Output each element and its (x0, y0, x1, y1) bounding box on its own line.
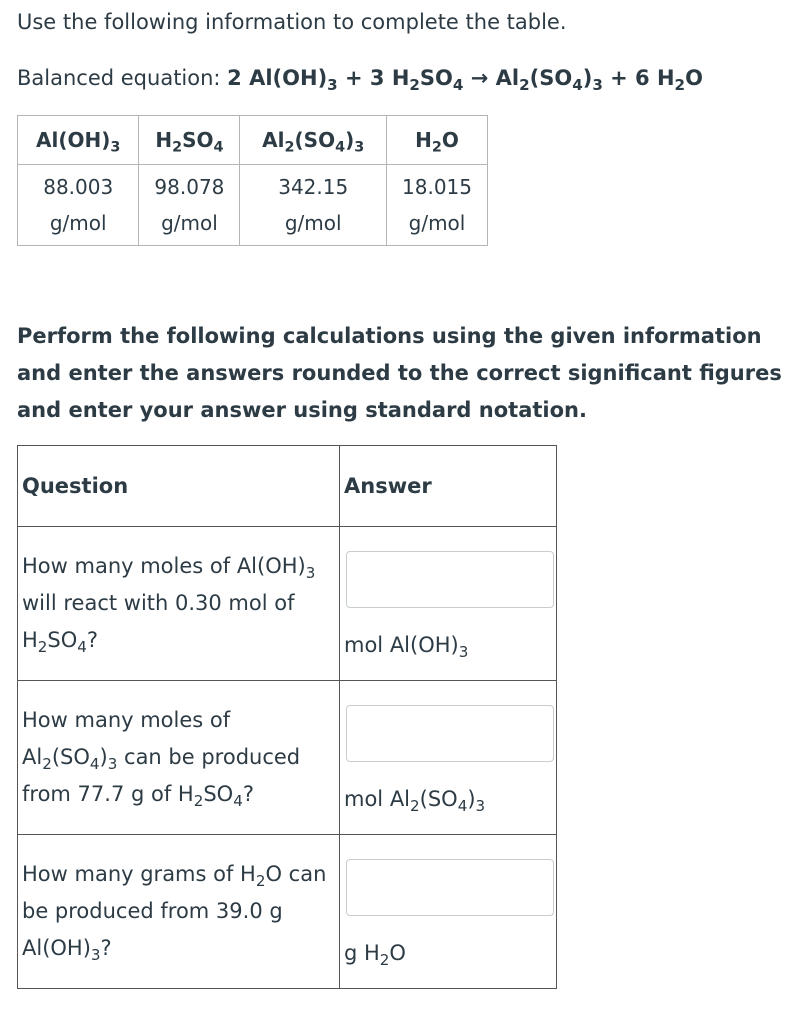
balanced-equation (17, 66, 703, 94)
answer-input-2[interactable] (346, 705, 554, 762)
answer-unit-3: g $H_2O$ (344, 940, 406, 969)
question-header: Question (18, 446, 340, 527)
molar-mass-aloh3: 88.003 g/mol (18, 165, 139, 246)
equation-label: Balanced equation: (17, 66, 228, 90)
question-row-2 (18, 681, 557, 835)
answer-unit-1: mol $Al(OH)_3$ (344, 632, 469, 661)
header-aloh3: $Al(OH)_3$ (18, 116, 139, 165)
molar-mass-al2so43: 342.15 g/mol (240, 165, 387, 246)
molar-mass-h2so4: 98.078 g/mol (139, 165, 240, 246)
answer-input-1[interactable] (346, 551, 554, 608)
molar-header-row (18, 116, 488, 165)
answer-unit-2: mol $Al_2(SO_4)_3$ (344, 786, 486, 815)
molar-mass-h2o: 18.015 g/mol (387, 165, 488, 246)
equation-formula: 2 $Al(OH)_3 + 3$ $H_2SO_4 \to Al_2(SO_4)_3 + 6$ $H_2O$ (227, 66, 703, 94)
header-h2so4: $H_2SO_4$ (139, 116, 240, 165)
answer-cell-2 (340, 681, 557, 835)
intro-text: Use the following information to complete the table. (17, 10, 567, 34)
answer-input-3[interactable] (346, 859, 554, 916)
question-1-text: How many moles of $Al(OH)_3$ will react with 0.30 mol of $H_2SO_4$? (18, 527, 340, 681)
question-row-3 (18, 835, 557, 989)
answer-header: Answer (340, 446, 557, 527)
header-al2so43: $Al_2(SO_4)_3$ (240, 116, 387, 165)
instructions-text: Perform the following calculations using the given information and enter the answers rounded to the correct significant figures and enter your answer using standard notation. (17, 324, 782, 422)
question-answer-table (17, 445, 557, 989)
answer-cell-3 (340, 835, 557, 989)
question-3-text: How many grams of $H_2O$ can be produced from 39.0 g $Al(OH)_3$? (18, 835, 340, 989)
question-2-text: How many moles of $Al_2(SO_4)_3$ can be produced from 77.7 g of $H_2SO_4$? (18, 681, 340, 835)
molar-mass-table (17, 115, 488, 246)
question-row-1 (18, 527, 557, 681)
answer-cell-1 (340, 527, 557, 681)
qa-header-row (18, 446, 557, 527)
header-h2o: $H_2O$ (387, 116, 488, 165)
molar-value-row (18, 165, 488, 246)
